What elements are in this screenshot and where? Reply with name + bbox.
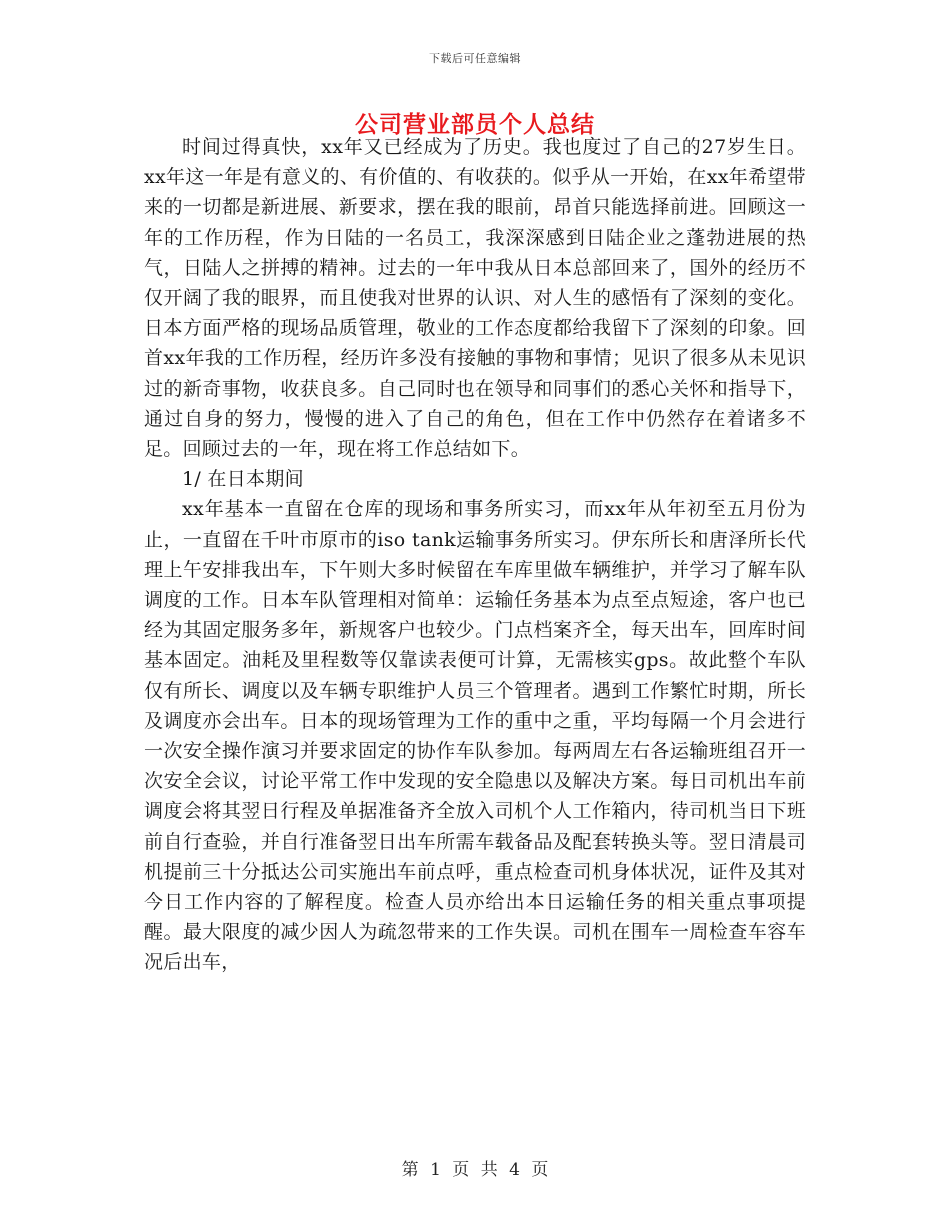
footer-page-unit: 页 — [452, 1160, 470, 1180]
document-body — [144, 132, 806, 978]
footer-total-prefix: 共 — [480, 1160, 498, 1180]
footer-total-unit: 页 — [531, 1160, 549, 1180]
page-header: 下载后可任意编辑 — [429, 52, 521, 65]
footer-page-number: 1 — [430, 1160, 441, 1180]
section-heading: 1/ 在日本期间 — [182, 468, 304, 491]
footer-prefix: 第 — [401, 1160, 419, 1180]
body-paragraph-intro: 时间过得真快，xx年又已经成为了历史。我也度过了自己的27岁生日。xx年这一年是有意义的、有价值的、有收获的。似乎从一开始，在xx年希望带来的一切都是新进展、新要求，摆在我的眼前，昂首只能选择前进。回顾这一年的工作历程，作为日陆的一名员工，我深深感到日陆企业之蓬勃进展的热气，日陆人之拼搏的精神。过去的一年中我从日本总部回来了，国外的经历不仅开阔了我的眼界，而且使我对世界的认识、对人生的感悟有了深刻的变化。日本方面严格的现场品质管理，敬业的工作态度都给我留下了深刻的印象。回首xx年我的工作历程，经历许多没有接触的事物和事情；见识了很多从未见识过的新奇事物，收获良多。自己同时也在领导和同事们的悉心关怀和指导下，通过自身的努力，慢慢的进入了自己的角色，但在工作中仍然存在着诸多不足。回顾过去的一年，现在将工作总结如下。 — [144, 136, 806, 461]
body-paragraph-japan: xx年基本一直留在仓库的现场和事务所实习，而xx年从年初至五月份为止，一直留在千叶市原市的iso tank运输事务所实习。伊东所长和唐泽所长代理上午安排我出车，下午则大多时候留在车库里做车辆维护，并学习了解车队调度的工作。日本车队管理相对简单：运输任务基本为点至点短途，客户也已经为其固定服务多年，新规客户也较少。门点档案齐全，每天出车，回库时间基本固定。油耗及里程数等仅靠读表便可计算，无需核实gps。故此整个车队仅有所长、调度以及车辆专职维护人员三个管理者。遇到工作繁忙时期，所长及调度亦会出车。日本的现场管理为工作的重中之重，平均每隔一个月会进行一次安全操作演习并要求固定的协作车队参加。每两周左右各运输班组召开一次安全会议，讨论平常工作中发现的安全隐患以及解决方案。每日司机出车前调度会将其翌日行程及单据准备齐全放入司机个人工作箱内，待司机当日下班前自行查验，并自行准备翌日出车所需车载备品及配套转换头等。翌日清晨司机提前三十分抵达公司实施出车前点呼，重点检查司机身体状况，证件及其对今日工作内容的了解程度。检查人员亦给出本日运输任务的相关重点事项提醒。最大限度的减少因人为疏忽带来的工作失误。司机在围车一周检查车容车况后出车， — [144, 498, 806, 974]
page-footer — [0, 1155, 950, 1180]
document-title: 公司营业部员个人总结 — [355, 111, 595, 138]
footer-total-pages: 4 — [509, 1160, 520, 1180]
